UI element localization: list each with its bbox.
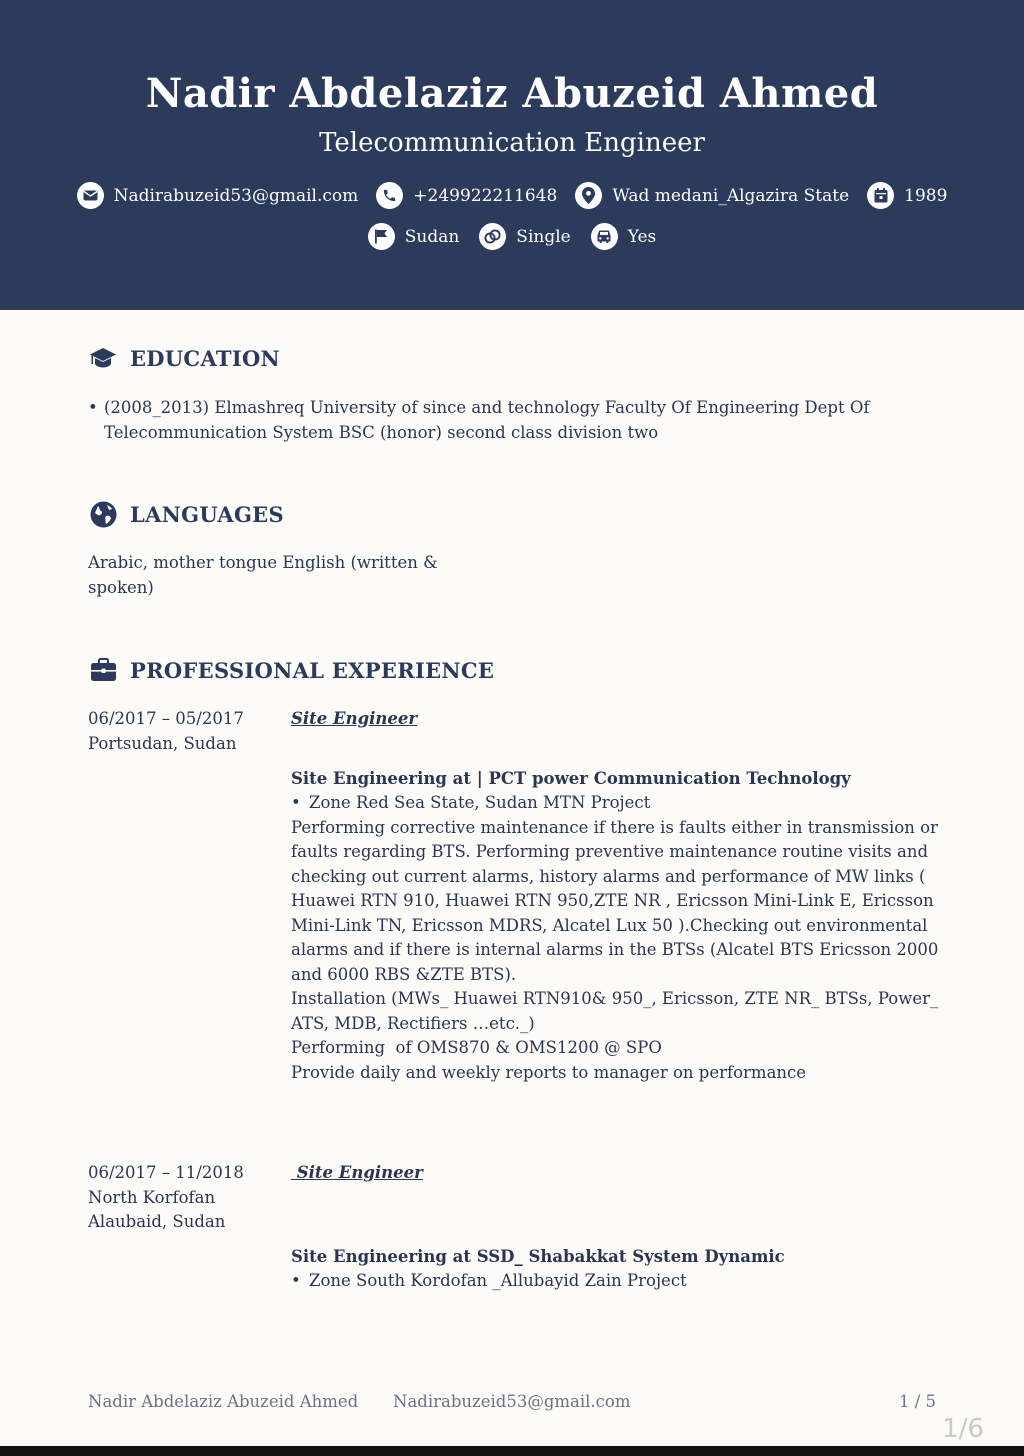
contact-phone-text: +249922211648 (413, 185, 558, 206)
location-pin-icon (575, 182, 602, 209)
contact-birth-year (867, 182, 947, 209)
job-1-installation: Installation (MWs_ Huawei RTN910& 950_, Ericsson, ZTE NR_ BTSs, Power_ ATS, MDB, Rectifiers …etc._) (291, 989, 939, 1033)
contact-birth-year-text: 1989 (904, 185, 948, 206)
contact-phone[interactable] (376, 182, 557, 209)
job-2-title: Site Engineer (291, 1163, 423, 1182)
envelope-icon (77, 182, 104, 209)
contact-email-text: Nadirabuzeid53@gmail.com (113, 185, 359, 206)
job-2-details (291, 1161, 941, 1294)
job-1-bullet: • Zone Red Sea State, Sudan MTN Project (291, 793, 651, 812)
briefcase-icon (88, 655, 118, 685)
languages-heading-text: LANGUAGES (130, 501, 284, 527)
flag-icon (368, 223, 395, 250)
contact-driving-license-text: Yes (627, 226, 657, 247)
car-icon (591, 223, 618, 250)
candidate-name: Nadir Abdelaziz Abuzeid Ahmed (145, 70, 879, 117)
footer-page-number: 1 / 5 (898, 1392, 936, 1411)
education-heading (88, 343, 280, 373)
job-1-oms: Performing of OMS870 & OMS1200 @ SPO (291, 1038, 662, 1057)
job-1-title: Site Engineer (291, 709, 418, 728)
graduation-cap-icon (88, 343, 118, 373)
calendar-icon (867, 182, 894, 209)
experience-heading-text: PROFESSIONAL EXPERIENCE (130, 657, 495, 683)
phone-icon (376, 182, 403, 209)
job-1-company: Site Engineering at | PCT power Communication Technology (291, 768, 851, 788)
contact-row-2 (0, 223, 1024, 250)
contact-nationality-text: Sudan (404, 226, 460, 247)
footer-name: Nadir Abdelaziz Abuzeid Ahmed (88, 1392, 359, 1411)
candidate-title: Telecommunication Engineer (319, 128, 705, 158)
job-2-meta (88, 1161, 278, 1235)
contact-address (575, 182, 849, 209)
contact-email[interactable] (77, 182, 359, 209)
contact-marital-status-text: Single (516, 226, 571, 247)
job-1-dates: 06/2017 – 05/2017 (88, 709, 244, 728)
globe-icon (88, 499, 118, 529)
job-1-description: Performing corrective maintenance if there is faults either in transmission or faults regarding BTS. Performing preventive maintenance routine visits and checking out current alarms, history alarms and performance of MW links ( Huawei RTN 910, Huawei RTN 950,ZTE NR , Ericsson Mini-Link E, Ericsson Mini-Link TN, Ericsson MDRS, Alcatel Lux 50 ).Checking out environmental alarms and if there is internal alarms in the BTSs (Alcatel BTS Ericsson 2000 and 6000 RBS &ZTE BTS). (291, 817, 939, 984)
languages-text: Arabic, mother tongue English (written & spoken) (88, 553, 438, 597)
rings-icon (479, 223, 506, 250)
contact-nationality (368, 223, 460, 250)
resume-header (0, 0, 1024, 310)
job-2-bullet: • Zone South Kordofan _Allubayid Zain Project (291, 1271, 687, 1290)
experience-heading (88, 655, 494, 685)
job-2-location-2: Alaubaid, Sudan (88, 1212, 226, 1231)
contact-address-text: Wad medani_Algazira State (612, 185, 850, 206)
job-2-company: Site Engineering at SSD_ Shabakkat System Dynamic (291, 1246, 785, 1266)
job-2-location: North Korfofan (88, 1187, 216, 1207)
job-1-meta (88, 707, 278, 756)
job-1-reports: Provide daily and weekly reports to manager on performance (291, 1062, 807, 1082)
job-2-dates: 06/2017 – 11/2018 (88, 1163, 244, 1182)
contact-driving-license (591, 223, 657, 250)
job-1-location: Portsudan, Sudan (88, 733, 237, 753)
job-1-details (291, 707, 941, 1085)
education-entry-text: (2008_2013) Elmashreq University of since and technology Faculty Of Engineering Dept Of Telecommunication System BSC (honor) second class division two (104, 398, 870, 442)
viewer-page-indicator: 1/6 (942, 1414, 984, 1444)
footer-email: Nadirabuzeid53@gmail.com (393, 1392, 631, 1411)
languages-heading (88, 499, 284, 529)
contact-row-1 (0, 182, 1024, 209)
education-heading-text: EDUCATION (130, 345, 281, 371)
education-entry: • (2008_2013) Elmashreq University of since and technology Faculty Of Engineering Dept Of Telecommunication System BSC (honor) second class division two (88, 396, 888, 445)
viewer-bottom-bar (0, 1446, 1024, 1456)
contact-marital-status (479, 223, 570, 250)
